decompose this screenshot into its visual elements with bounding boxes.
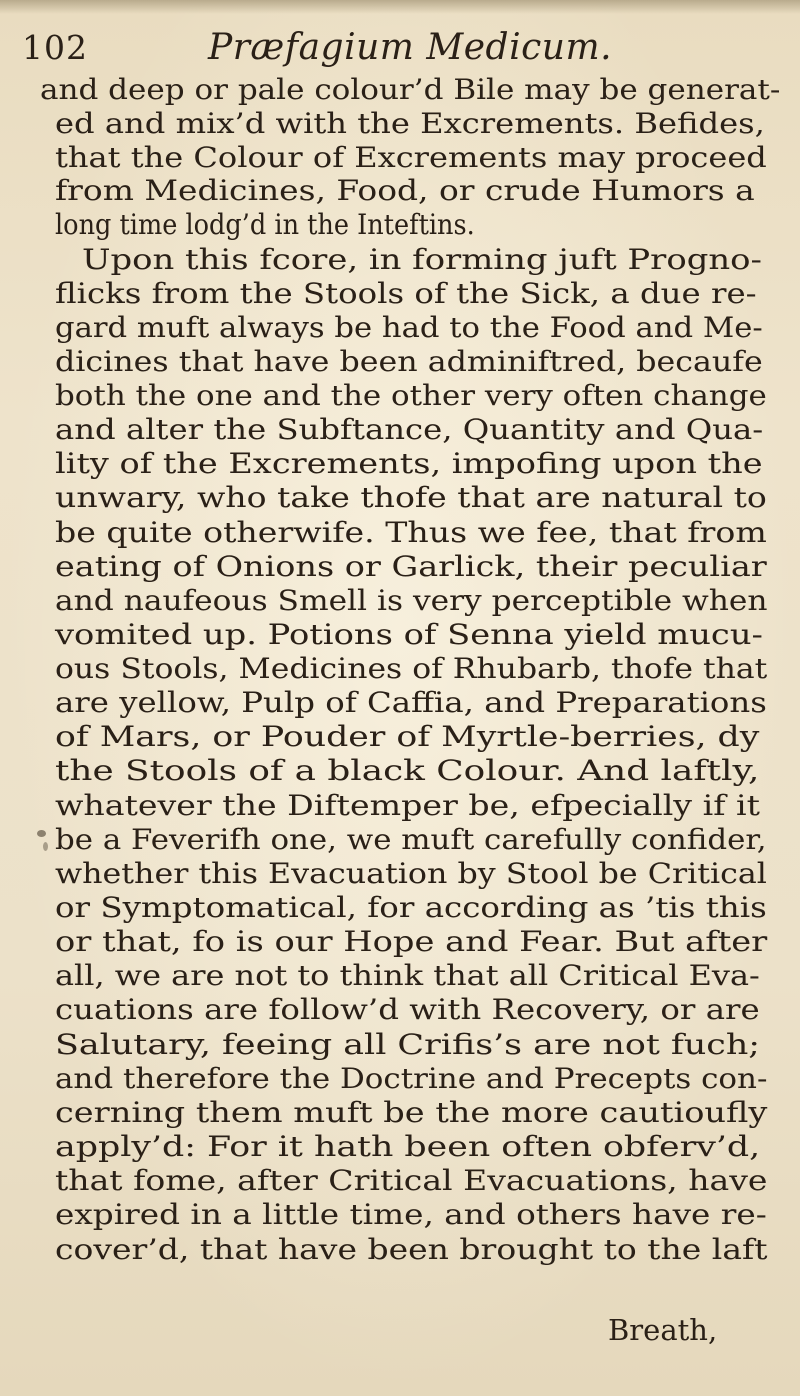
text-line-8: gard muft always be had to the Food and Me- [55,311,763,344]
text-line-6: Upon this fcore, in forming juft Progno- [82,243,762,276]
text-line-9: dicines that have been adminiftred, becaufe [55,345,763,378]
text-line-21: the Stools of a black Colour. And laftly, [55,754,760,787]
page-number: 102 [22,28,88,67]
text-line-2: ed and mix’d with the Excrements. Befides, [55,107,765,140]
text-line-12: lity of the Excrements, impofing upon the [55,447,763,480]
text-line-34: expired in a little time, and others have re- [55,1198,767,1231]
text-line-19: are yellow, Pulp of Caffia, and Preparations [55,686,767,719]
text-line-16: and naufeous Smell is very perceptible when [55,584,768,617]
text-line-25: or Symptomatical, for according as ’tis this [55,891,767,924]
ink-spot [43,842,48,851]
text-line-4: from Medicines, Food, or crude Humors a [55,174,755,207]
text-line-31: cerning them muft be the more cautioufly [55,1096,768,1129]
text-line-20: of Mars, or Pouder of Myrtle-berries, dy [55,720,760,753]
catchword: Breath, [608,1313,718,1347]
text-line-18: ous Stools, Medicines of Rhubarb, thofe that [55,652,768,685]
text-line-3: that the Colour of Excrements may proceed [55,141,767,174]
text-line-14: be quite otherwife. Thus we fee, that from [55,516,767,549]
text-line-7: flicks from the Stools of the Sick, a due re- [55,277,757,310]
text-line-35: cover’d, that have been brought to the laft [55,1233,768,1266]
text-line-27: all, we are not to think that all Critical Eva- [55,959,760,992]
text-line-17: vomited up. Potions of Senna yield mucu- [55,618,763,651]
text-line-13: unwary, who take thofe that are natural to [55,481,767,514]
text-line-24: whether this Evacuation by Stool be Critical [55,857,767,890]
text-line-26: or that, fo is our Hope and Fear. But after [55,925,768,958]
text-line-28: cuations are follow’d with Recovery, or are [55,993,760,1026]
page-top-edge [0,0,800,14]
ink-spot [37,830,46,837]
text-line-32: apply’d: For it hath been often obferv’d, [55,1130,761,1163]
text-line-33: that fome, after Critical Evacuations, have [55,1164,768,1197]
text-line-29: Salutary, feeing all Crifis’s are not fuch; [55,1028,761,1061]
text-line-15: eating of Onions or Garlick, their peculiar [55,550,767,583]
running-head: Præfagium Medicum. [208,27,613,68]
text-line-5: long time lodg’d in the Inteftins. [55,208,475,241]
text-line-11: and alter the Subftance, Quantity and Qua- [55,413,764,446]
text-line-1: and deep or pale colour’d Bile may be generat- [40,73,781,106]
text-line-30: and therefore the Doctrine and Precepts con- [55,1062,768,1095]
text-line-23: be a Feverifh one, we muft carefully confider, [55,823,767,856]
page-header [0,26,800,70]
text-line-22: whatever the Diftemper be, efpecially if it [55,789,760,822]
text-line-10: both the one and the other very often change [55,379,767,412]
